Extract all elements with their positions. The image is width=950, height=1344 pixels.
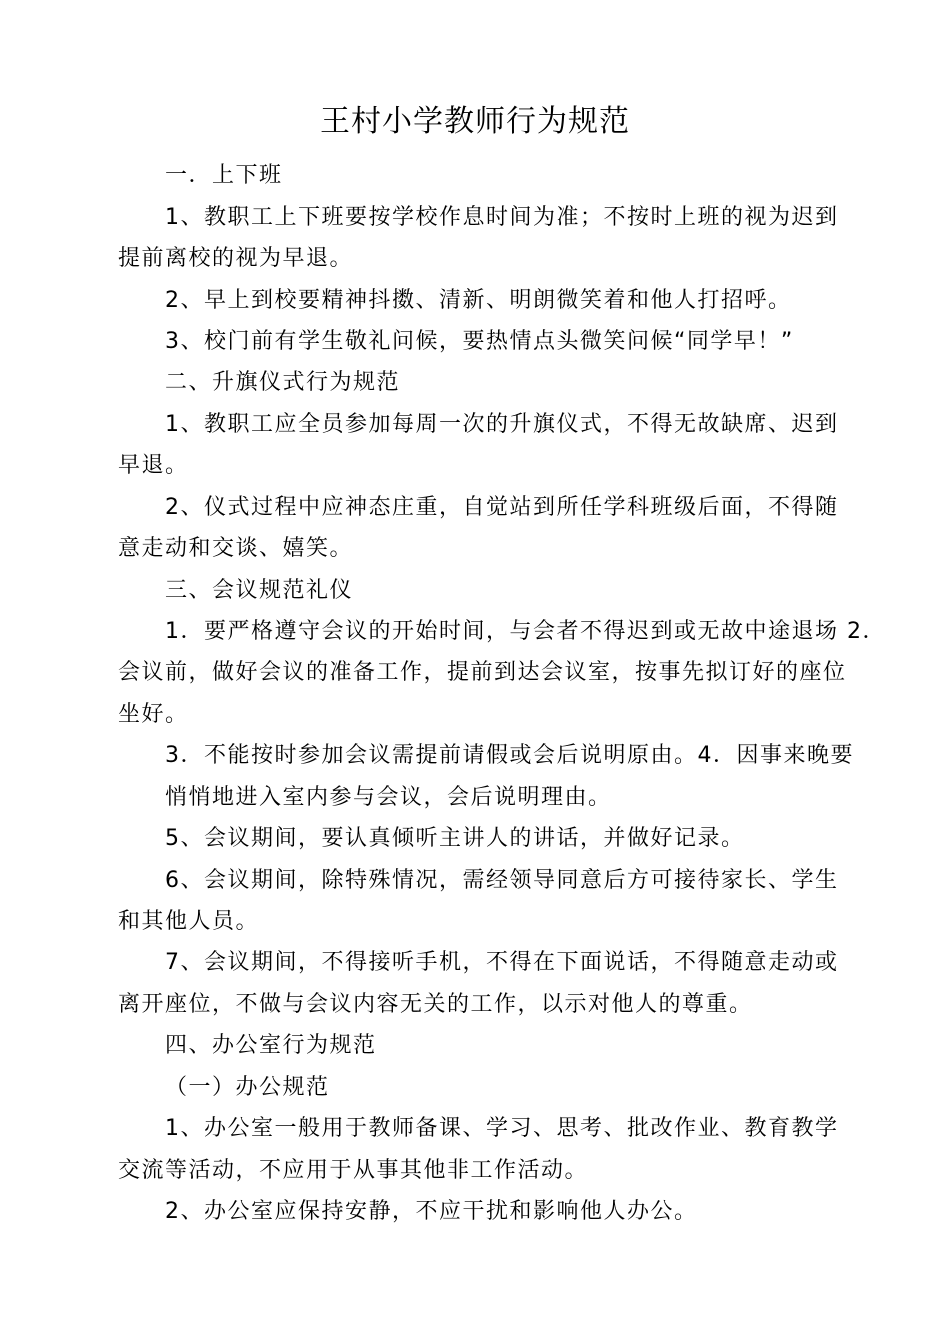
paragraph-line: 早退。 [118, 453, 189, 478]
section-heading-commute: 一．上下班 [165, 163, 283, 188]
paragraph-line: 2、仪式过程中应神态庄重，自觉站到所任学科班级后面，不得随 [165, 495, 839, 520]
subsection-heading-office-rules: （一）办公规范 [165, 1075, 330, 1100]
paragraph-line: 2、早上到校要精神抖擞、清新、明朗微笑着和他人打招呼。 [165, 288, 792, 313]
paragraph-line: 3．不能按时参加会议需提前请假或会后说明原由。4．因事来晚要 [165, 743, 854, 768]
paragraph-line: 会议前，做好会议的准备工作，提前到达会议室，按事先拟订好的座位 [118, 660, 847, 685]
paragraph-line: 提前离校的视为早退。 [118, 246, 354, 271]
paragraph-line: 和其他人员。 [118, 909, 260, 934]
paragraph-line: 2、办公室应保持安静，不应干扰和影响他人办公。 [165, 1199, 698, 1224]
paragraph-line: 悄悄地进入室内参与会议，会后说明理由。 [165, 785, 612, 810]
paragraph-line: 离开座位，不做与会议内容无关的工作，以示对他人的尊重。 [118, 992, 753, 1017]
paragraph-line: 7、会议期间，不得接听手机，不得在下面说话，不得随意走动或 [165, 950, 839, 975]
section-heading-meeting: 三、会议规范礼仪 [165, 578, 354, 603]
document-title: 王村小学教师行为规范 [320, 104, 630, 139]
paragraph-line: 意走动和交谈、嬉笑。 [118, 536, 354, 561]
paragraph-line: 交流等活动，不应用于从事其他非工作活动。 [118, 1158, 589, 1183]
section-heading-flag-ceremony: 二、升旗仪式行为规范 [165, 370, 401, 395]
section-heading-office: 四、办公室行为规范 [165, 1033, 377, 1058]
paragraph-line: 1．要严格遵守会议的开始时间，与会者不得迟到或无故中途退场 2． [165, 619, 886, 644]
paragraph-line: 6、会议期间，除特殊情况，需经领导同意后方可接待家长、学生 [165, 868, 839, 893]
paragraph-line: 1、教职工应全员参加每周一次的升旗仪式，不得无故缺席、迟到 [165, 412, 839, 437]
paragraph-line: 5、会议期间，要认真倾听主讲人的讲话，并做好记录。 [165, 826, 745, 851]
paragraph-line: 1、办公室一般用于教师备课、学习、思考、批改作业、教育教学 [165, 1116, 839, 1141]
paragraph-line: 1、教职工上下班要按学校作息时间为准；不按时上班的视为迟到 [165, 205, 839, 230]
paragraph-line: 3、校门前有学生敬礼问候，要热情点头微笑问候“同学早！” [165, 329, 794, 354]
paragraph-line: 坐好。 [118, 702, 189, 727]
